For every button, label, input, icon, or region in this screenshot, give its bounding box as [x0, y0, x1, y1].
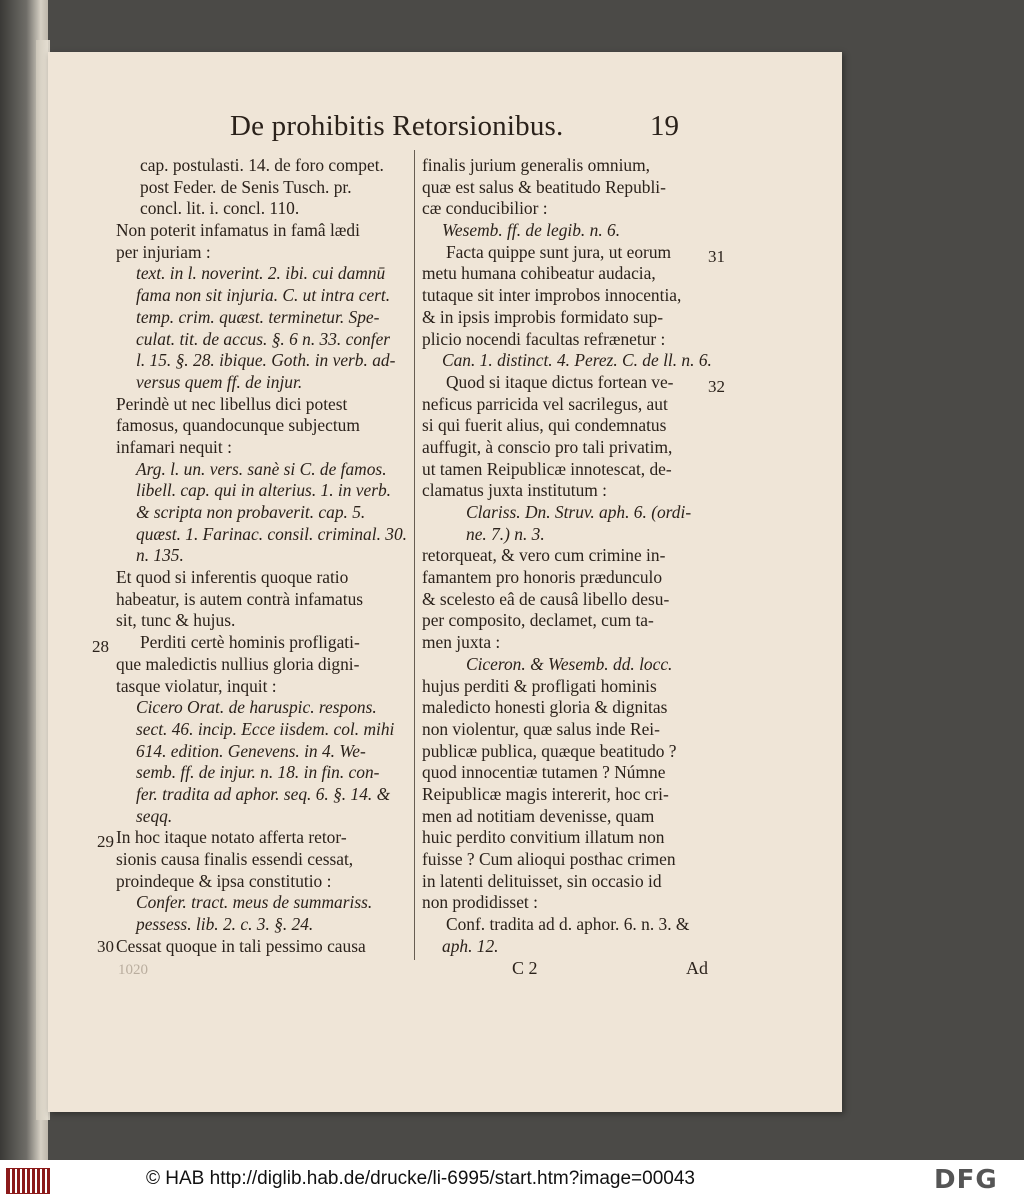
dfg-logo: DFG — [934, 1165, 998, 1195]
text-line: Perindè ut nec libellus dici potest — [116, 393, 348, 414]
running-title: De prohibitis Retorsionibus. — [230, 110, 564, 142]
text-line: per composito, declamet, cum ta- — [422, 610, 654, 631]
text-line: Non poterit infamatus in famâ lædi — [116, 220, 360, 241]
text-line: per injuriam : — [116, 241, 211, 262]
text-line: publicæ publica, quæque beatitudo ? — [422, 740, 677, 761]
text-line: cæ conducibilior : — [422, 198, 548, 219]
text-line: n. 135. — [136, 545, 184, 566]
text-line: culat. tit. de accus. §. 6 n. 33. confer — [136, 328, 391, 349]
text-line: Perditi certè hominis profligati- — [140, 632, 360, 653]
text-line: & scelesto eâ de causâ libello desu- — [422, 588, 670, 609]
text-line: Et quod si inferentis quoque ratio — [116, 567, 349, 588]
text-line: non violentur, quæ salus inde Rei- — [422, 718, 660, 739]
text-line: Wesemb. ff. de legib. n. 6. — [442, 220, 621, 241]
text-line: quæst. 1. Farinac. consil. criminal. 30. — [136, 523, 407, 544]
signature-mark: C 2 — [512, 958, 538, 978]
text-line: proindeque & ipsa constitutio : — [116, 870, 332, 891]
text-line: seqq. — [136, 805, 173, 826]
text-line: non prodidisset : — [422, 892, 538, 913]
footer-bar — [0, 1160, 1024, 1199]
text-line: post Feder. de Senis Tusch. pr. — [140, 176, 352, 197]
text-line: famosus, quandocunque subjectum — [116, 415, 360, 436]
text-line: clamatus juxta institutum : — [422, 480, 607, 501]
bleed-through-text: 1020 — [118, 962, 148, 978]
text-line: men ad notitiam devenisse, quam — [422, 805, 655, 826]
text-line: aph. 12. — [442, 935, 499, 956]
text-line: sit, tunc & hujus. — [116, 610, 236, 631]
text-line: men juxta : — [422, 632, 501, 653]
left-text-column — [116, 155, 406, 957]
text-line: hujus perditi & profligati hominis — [422, 675, 657, 696]
right-text-column — [422, 155, 710, 957]
text-line: plicio nocendi facultas refrænetur : — [422, 328, 666, 349]
text-line: & scripta non probaverit. cap. 5. — [136, 502, 366, 522]
text-line: temp. crim. quæst. terminetur. Spe- — [136, 306, 380, 327]
text-line: Ciceron. & Wesemb. dd. locc. — [466, 653, 673, 674]
margin-number-29: 29 — [97, 832, 114, 851]
text-line: Cessat quoque in tali pessimo causa — [116, 935, 366, 956]
text-line: fama non sit injuria. C. ut intra cert. — [136, 285, 391, 306]
text-line: finalis jurium generalis omnium, — [422, 155, 650, 175]
text-line: sionis causa finalis essendi cessat, — [116, 849, 354, 869]
text-line: tutaque sit inter improbos innocentia, — [422, 285, 682, 306]
text-line: Facta quippe sunt jura, ut eorum — [446, 241, 672, 262]
margin-number-28: 28 — [92, 637, 109, 656]
text-line: si qui fuerit alius, qui condemnatus — [422, 415, 667, 436]
text-line: pessess. lib. 2. c. 3. §. 24. — [136, 914, 314, 935]
text-line: fer. tradita ad aphor. seq. 6. §. 14. & — [136, 783, 391, 804]
text-line: Quod si itaque dictus fortean ve- — [446, 371, 674, 392]
text-line: que maledictis nullius gloria digni- — [116, 653, 360, 674]
text-line: sect. 46. incip. Ecce iisdem. col. mihi — [136, 718, 395, 739]
margin-number-31: 31 — [708, 247, 725, 266]
text-line: In hoc itaque notato afferta retor- — [116, 827, 347, 848]
text-line: neficus parricida vel sacrilegus, aut — [422, 393, 668, 414]
text-line: quæ est salus & beatitudo Republi- — [422, 176, 666, 197]
text-line: Reipublicæ magis intererit, hoc cri- — [422, 783, 669, 804]
text-line: fuisse ? Cum alioqui posthac crimen — [422, 849, 676, 869]
page-number: 19 — [650, 110, 679, 142]
text-line: ut tamen Reipublicæ innotescat, de- — [422, 458, 672, 479]
hab-logo-icon — [6, 1168, 50, 1194]
text-line: tasque violatur, inquit : — [116, 675, 277, 696]
text-line: habeatur, is autem contrà infamatus — [116, 588, 364, 609]
text-line: auffugit, à conscio pro tali privatim, — [422, 436, 673, 457]
margin-number-32: 32 — [708, 377, 725, 396]
text-line: famantem pro honoris prædunculo — [422, 567, 663, 588]
text-line: l. 15. §. 28. ibique. Goth. in verb. ad- — [136, 350, 396, 371]
text-line: Cicero Orat. de haruspic. respons. — [136, 697, 377, 718]
text-line: in latenti delituisset, sin occasio id — [422, 870, 662, 891]
text-line: Arg. l. un. vers. sanè si C. de famos. — [136, 458, 387, 479]
text-line: concl. lit. i. concl. 110. — [140, 198, 300, 219]
text-line: libell. cap. qui in alterius. 1. in verb. — [136, 480, 392, 501]
text-line: Can. 1. distinct. 4. Perez. C. de ll. n. 6. — [442, 350, 712, 371]
text-line: quod innocentiæ tutamen ? Númne — [422, 762, 666, 783]
text-line: Conf. tradita ad d. aphor. 6. n. 3. & — [446, 914, 690, 935]
column-rule — [414, 150, 415, 960]
text-line: versus quem ff. de injur. — [136, 371, 303, 392]
text-line: maledicto honesti gloria & dignitas — [422, 697, 668, 718]
margin-number-30: 30 — [97, 937, 114, 956]
text-line: metu humana cohibeatur audacia, — [422, 263, 656, 284]
text-line: & in ipsis improbis formidato sup- — [422, 306, 664, 327]
text-line: ne. 7.) n. 3. — [466, 523, 545, 544]
text-line: semb. ff. de injur. n. 18. in fin. con- — [136, 762, 380, 783]
text-line: 614. edition. Genevens. in 4. We- — [136, 740, 366, 761]
text-line: Confer. tract. meus de summariss. — [136, 892, 373, 913]
text-line: infamari nequit : — [116, 436, 232, 457]
text-line: cap. postulasti. 14. de foro compet. — [140, 155, 384, 175]
catchword: Ad — [686, 958, 708, 978]
text-line: huic perdito convitium illatum non — [422, 827, 665, 848]
copyright-link[interactable]: © HAB http://diglib.hab.de/drucke/li-6995/start.htm?image=00043 — [146, 1168, 695, 1189]
text-line: text. in l. noverint. 2. ibi. cui damnū — [136, 263, 386, 284]
text-line: retorqueat, & vero cum crimine in- — [422, 545, 666, 566]
text-line: Clariss. Dn. Struv. aph. 6. (ordi- — [466, 502, 692, 522]
